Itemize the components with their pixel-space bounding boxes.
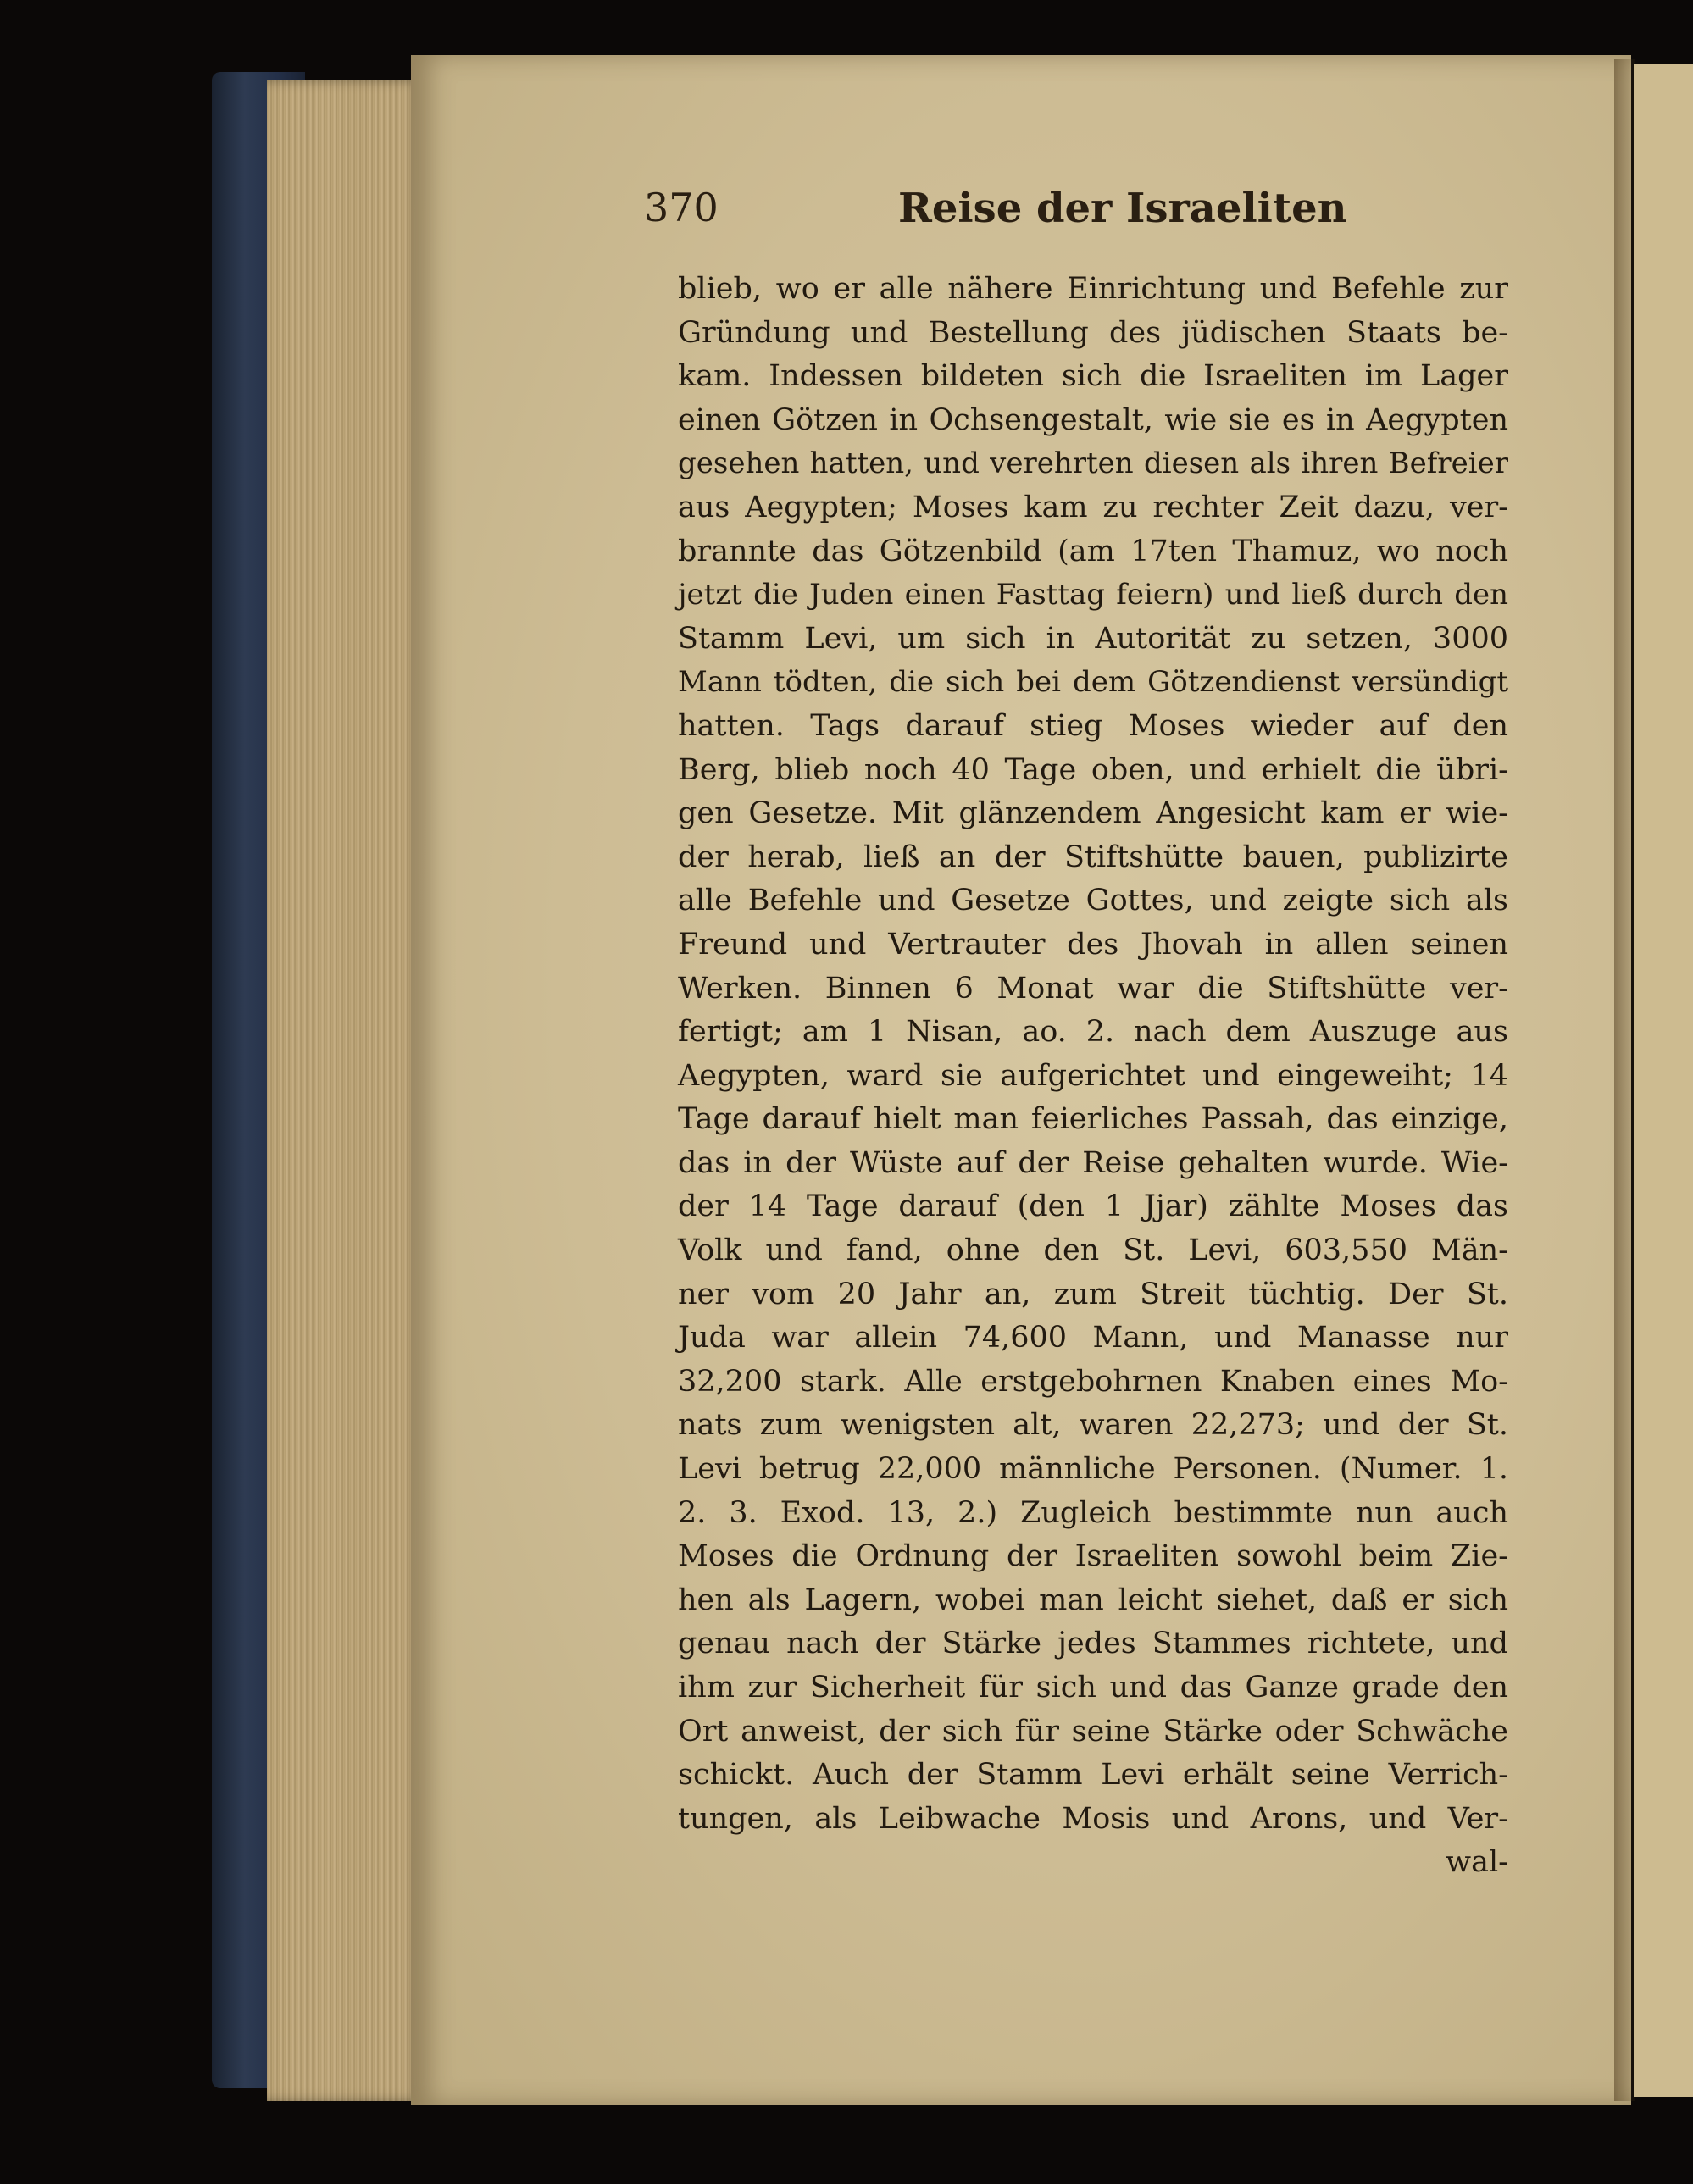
- text-line: Freund und Vertrauter des Jhovah in allen seinen: [678, 927, 1508, 962]
- text-line: das in der Wüste auf der Reise gehalten wurde. Wie-: [678, 1145, 1508, 1180]
- text-line: ihm zur Sicherheit für sich und das Ganze grade den: [678, 1671, 1508, 1705]
- text-line: Berg, blieb noch 40 Tage oben, und erhielt die übri-: [678, 752, 1508, 787]
- text-line: genau nach der Stärke jedes Stammes richtete, und: [678, 1627, 1508, 1661]
- page-gutter: [1614, 59, 1635, 2101]
- text-line: blieb, wo er alle nähere Einrichtung und Befehle zur: [678, 272, 1508, 306]
- text-line: Tage darauf hielt man feierliches Passah, das einzige,: [678, 1102, 1508, 1137]
- text-line: ner vom 20 Jahr an, zum Streit tüchtig. Der St.: [678, 1277, 1508, 1311]
- text-line: Juda war allein 74,600 Mann, und Manasse nur: [678, 1321, 1508, 1355]
- text-line: Werken. Binnen 6 Monat war die Stiftshütte ver-: [678, 971, 1508, 1006]
- facing-page-edge: [1634, 64, 1693, 2097]
- text-line: gen Gesetze. Mit glänzendem Angesicht kam er wie-: [678, 796, 1508, 831]
- text-line: der 14 Tage darauf (den 1 Jjar) zählte Moses das: [678, 1189, 1508, 1224]
- page-header: [644, 185, 1508, 244]
- text-line: hen als Lagern, wobei man leicht siehet, daß er sich: [678, 1583, 1508, 1617]
- text-line: Aegypten, ward sie aufgerichtet und eingeweiht; 14: [678, 1058, 1508, 1093]
- text-line: Mann tödten, die sich bei dem Götzendienst versündigt: [678, 665, 1508, 700]
- text-line: einen Götzen in Ochsengestalt, wie sie es in Aegypten: [678, 402, 1508, 437]
- text-line: 32,200 stark. Alle erstgebohrnen Knaben eines Mo-: [678, 1364, 1508, 1399]
- text-line: tungen, als Leibwache Mosis und Arons, und Ver-: [678, 1801, 1508, 1836]
- page-edges: [267, 80, 424, 2101]
- text-line: Moses die Ordnung der Israeliten sowohl beim Zie-: [678, 1539, 1508, 1574]
- body-text: [678, 268, 1508, 1885]
- text-line: gesehen hatten, und verehrten diesen als ihren Befreier: [678, 446, 1508, 481]
- text-line: Gründung und Bestellung des jüdischen Staats be-: [678, 315, 1508, 350]
- text-line: fertigt; am 1 Nisan, ao. 2. nach dem Auszuge aus: [678, 1015, 1508, 1050]
- text-line: nats zum wenigsten alt, waren 22,273; und der St.: [678, 1408, 1508, 1443]
- text-line: Stamm Levi, um sich in Autorität zu setzen, 3000: [678, 621, 1508, 656]
- catchword: wal-: [1446, 1845, 1508, 1880]
- text-line: hatten. Tags darauf stieg Moses wieder auf den: [678, 708, 1508, 743]
- text-line: der herab, ließ an der Stiftshütte bauen, publizirte: [678, 840, 1508, 874]
- running-title: Reise der Israeliten: [898, 185, 1347, 232]
- text-line: schickt. Auch der Stamm Levi erhält seine Verrich-: [678, 1758, 1508, 1793]
- page-number: 370: [644, 185, 719, 230]
- text-line: Levi betrug 22,000 männliche Personen. (Numer. 1.: [678, 1452, 1508, 1487]
- text-line: Ort anweist, der sich für seine Stärke oder Schwäche: [678, 1714, 1508, 1749]
- text-line: brannte das Götzenbild (am 17ten Thamuz, wo noch: [678, 534, 1508, 568]
- text-line: jetzt die Juden einen Fasttag feiern) und ließ durch den: [678, 578, 1508, 613]
- text-line: aus Aegypten; Moses kam zu rechter Zeit dazu, ver-: [678, 490, 1508, 524]
- text-line: Volk und fand, ohne den St. Levi, 603,550 Män-: [678, 1233, 1508, 1268]
- text-line: 2. 3. Exod. 13, 2.) Zugleich bestimmte nun auch: [678, 1495, 1508, 1530]
- text-line: kam. Indessen bildeten sich die Israeliten im Lager: [678, 359, 1508, 394]
- text-line: alle Befehle und Gesetze Gottes, und zeigte sich als: [678, 884, 1508, 918]
